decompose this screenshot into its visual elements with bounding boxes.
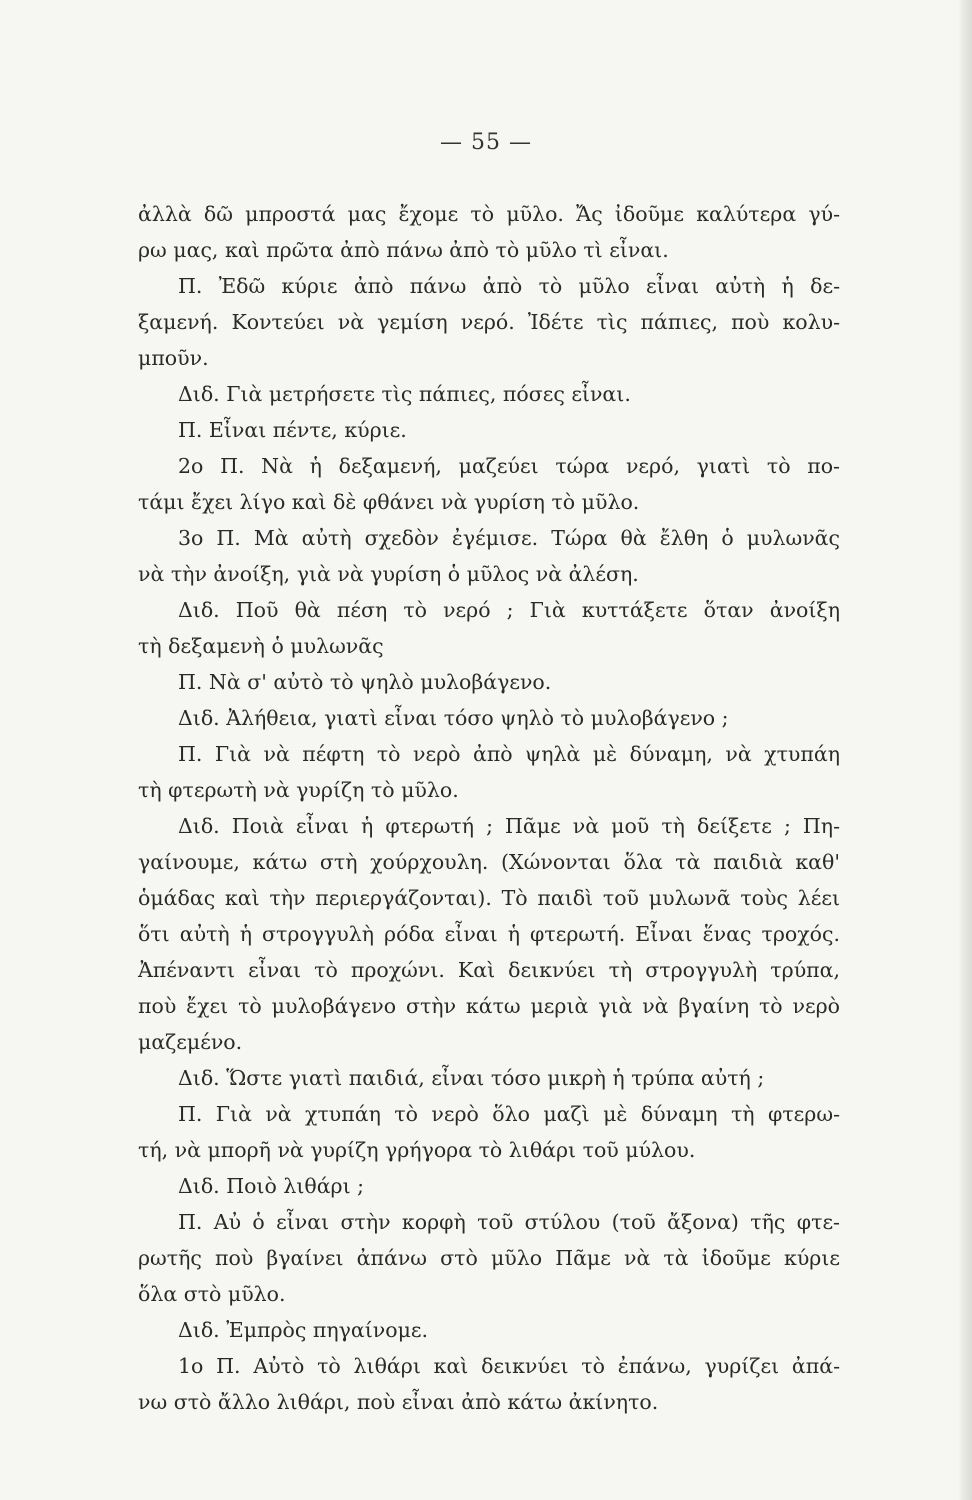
text-line: 1ο Π. Αὐτὸ τὸ λιθάρι καὶ δεικνύει τὸ ἐπάνω, γυρίζει ἀπά- bbox=[178, 1354, 840, 1378]
text-line: Π. Εἶναι πέντε, κύριε. bbox=[178, 418, 407, 442]
text-line: ρωτῆς ποὺ βγαίνει ἀπάνω στὸ μῦλο Πᾶμε νὰ τὰ ἰδοῦμε κύριε bbox=[138, 1246, 840, 1270]
page-number: — 55 — bbox=[440, 130, 532, 155]
text-line: 2ο Π. Νὰ ἡ δεξαμενή, μαζεύει τώρα νερό, γιατὶ τὸ πο- bbox=[178, 454, 840, 478]
text-line: Π. Νὰ σ' αὐτὸ τὸ ψηλὸ μυλοβάγενο. bbox=[178, 670, 552, 694]
page-spine-shadow bbox=[958, 0, 972, 1500]
text-line: Διδ. Ἐμπρὸς πηγαίνομε. bbox=[178, 1318, 429, 1342]
text-line: Διδ. Ποῦ θὰ πέση τὸ νερό ; Γιὰ κυττάξετε ὅταν ἀνοίξη bbox=[178, 598, 840, 622]
text-line: ἀλλὰ δῶ μπροστά μας ἔχομε τὸ μῦλο. Ἄς ἰδοῦμε καλύτερα γύ- bbox=[138, 202, 840, 226]
text-line: γαίνουμε, κάτω στὴ χούρχουλη. (Χώνονται ὅλα τὰ παιδιὰ καθ' bbox=[138, 850, 840, 874]
text-line: Π. Γιὰ νὰ πέφτη τὸ νερὸ ἀπὸ ψηλὰ μὲ δύναμη, νὰ χτυπάη bbox=[178, 742, 840, 766]
text-line: Διδ. Ποιὸ λιθάρι ; bbox=[178, 1174, 365, 1198]
text-line: ὁμάδας καὶ τὴν περιεργάζονται). Τὸ παιδὶ τοῦ μυλωνᾶ τοὺς λέει bbox=[138, 886, 840, 910]
text-line: ξαμενή. Κοντεύει νὰ γεμίση νερό. Ἰδέτε τὶς πάπιες, ποὺ κολυ- bbox=[138, 310, 840, 334]
text-line: τάμι ἔχει λίγο καὶ δὲ φθάνει νὰ γυρίση τὸ μῦλο. bbox=[138, 490, 640, 514]
text-line: νω στὸ ἄλλο λιθάρι, ποὺ εἶναι ἀπὸ κάτω ἀκίνητο. bbox=[138, 1390, 659, 1414]
text-line: ὅτι αὐτὴ ἡ στρογγυλὴ ρόδα εἶναι ἡ φτερωτή. Εἶναι ἕνας τροχός. bbox=[138, 922, 840, 946]
text-line: ὅλα στὸ μῦλο. bbox=[138, 1282, 286, 1306]
text-line: Π. Ἐδῶ κύριε ἀπὸ πάνω ἀπὸ τὸ μῦλο εἶναι αὐτὴ ἡ δε- bbox=[178, 274, 840, 298]
text-line: 3ο Π. Μὰ αὐτὴ σχεδὸν ἐγέμισε. Τώρα θὰ ἔλθη ὁ μυλωνᾶς bbox=[178, 526, 840, 550]
text-line: Π. Γιὰ νὰ χτυπάη τὸ νερὸ ὅλο μαζὶ μὲ δύναμη τὴ φτερω- bbox=[178, 1102, 840, 1126]
text-line: τή, νὰ μπορῆ νὰ γυρίζη γρήγορα τὸ λιθάρι τοῦ μύλου. bbox=[138, 1138, 696, 1162]
text-line: Ἀπέναντι εἶναι τὸ προχώνι. Καὶ δεικνύει τὴ στρογγυλὴ τρύπα, bbox=[138, 958, 840, 982]
text-line: Διδ. Ὥστε γιατὶ παιδιά, εἶναι τόσο μικρὴ ἡ τρύπα αὐτή ; bbox=[178, 1066, 765, 1090]
text-line: Διδ. Ἀλήθεια, γιατὶ εἶναι τόσο ψηλὸ τὸ μυλοβάγενο ; bbox=[178, 706, 729, 730]
text-line: ποὺ ἔχει τὸ μυλοβάγενο στὴν κάτω μεριὰ γιὰ νὰ βγαίνη τὸ νερὸ bbox=[138, 994, 840, 1018]
text-line: ρω μας, καὶ πρῶτα ἀπὸ πάνω ἀπὸ τὸ μῦλο τὶ εἶναι. bbox=[138, 238, 669, 262]
text-line: νὰ τὴν ἀνοίξη, γιὰ νὰ γυρίση ὁ μῦλος νὰ ἀλέση. bbox=[138, 562, 639, 586]
text-line: Π. Αὐ ὁ εἶναι στὴν κορφὴ τοῦ στύλου (τοῦ ἄξονα) τῆς φτε- bbox=[178, 1210, 840, 1234]
text-line: μαζεμένο. bbox=[138, 1030, 243, 1054]
text-line: μποῦν. bbox=[138, 346, 209, 370]
body-text bbox=[138, 196, 840, 1420]
text-line: τὴ φτερωτὴ νὰ γυρίζη τὸ μῦλο. bbox=[138, 778, 459, 802]
text-line: τὴ δεξαμενὴ ὁ μυλωνᾶς bbox=[138, 634, 384, 658]
text-line: Διδ. Ποιὰ εἶναι ἡ φτερωτή ; Πᾶμε νὰ μοῦ τὴ δείξετε ; Πη- bbox=[178, 814, 840, 838]
text-line: Διδ. Γιὰ μετρήσετε τὶς πάπιες, πόσες εἶναι. bbox=[178, 382, 631, 406]
